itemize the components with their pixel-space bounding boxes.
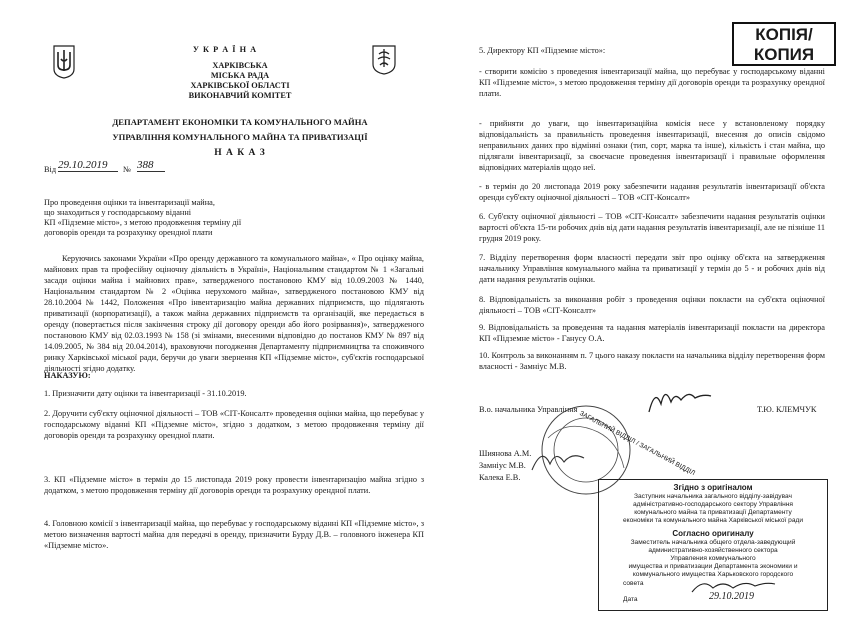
- org-line-3: ХАРКІВСЬКОЇ ОБЛАСТІ: [190, 81, 290, 90]
- certified-ru-line-2: административно-хозяйственного сектора: [648, 547, 778, 554]
- copy-stamp-text: КОПІЯ/ КОПИЯ: [753, 25, 815, 64]
- certified-copy-box: [598, 479, 828, 611]
- org-line-1: ХАРКІВСЬКА: [212, 61, 268, 70]
- certified-ru-line-4: имущества и приватизации Департамента экономики и: [628, 563, 798, 570]
- signatory-position: В.о. начальника Управління: [479, 405, 578, 414]
- item5-bullet-3: - в термін до 20 листопада 2019 року забезпечити надання результатів інвентаризації об'єкта оренди суб'єкту оціночної діяльності – ТОВ «СІТ-Консалт»: [479, 182, 825, 202]
- certified-date-label: Дата: [623, 596, 638, 603]
- subject-line-1: Про проведення оцінки та інвентаризації майна,: [44, 198, 215, 207]
- item5-bullet-1: - створити комісію з проведення інвентаризації майна, що перебуває у господарському віданні КП «Підземне місто», з метою продовження терміну дії договорів оренди та розрахунку орендної плати.: [479, 67, 825, 98]
- order-item-6: 6. Суб'єкту оціночної діяльності – ТОВ «СІТ-Консалт» забезпечити надання результатів оцінки вартості об'єкта 15-ти робочих днів від дати надання результатів інвентаризації, але не пізніше 11 грудня 2019 року.: [479, 212, 825, 243]
- date-prefix: Від: [44, 165, 57, 174]
- order-item-4: 4. Головною комісії з інвентаризації майна, що перебуває у господарському віданні КП «Підземне місто», з метою визначення вартості майна для передачі в оренду, призначити Бурду Д.В. – головного інженера КП «Підземне місто».: [44, 519, 424, 550]
- certified-title-ua: Згідно з оригіналом: [673, 483, 753, 492]
- org-line-4: ВИКОНАВЧИЙ КОМІТЕТ: [188, 91, 292, 100]
- order-number: 388: [137, 160, 165, 172]
- signature-icon: [645, 384, 715, 416]
- doc-type-title: Н А К А З: [214, 148, 266, 158]
- certified-title-ru: Согласно оригиналу: [672, 529, 754, 538]
- certified-ua-line-3: комунального майна та приватизації Департаменту: [634, 509, 792, 516]
- certified-date-value: 29.10.2019: [709, 591, 754, 602]
- kharkiv-crest-icon: [372, 45, 396, 75]
- subject-line-4: договорів оренди та розрахунку орендної плати: [44, 228, 213, 237]
- certifier-signature-icon: [689, 576, 779, 596]
- subject-line-2: що знаходиться у господарському віданні: [44, 208, 192, 217]
- round-stamp-text: ЗАГАЛЬНИЙ ВІДДІЛ / ЗАГАЛЬНИЙ ВІДДІЛ: [578, 410, 696, 478]
- item5-title: 5. Директору КП «Підземне місто»:: [479, 46, 606, 55]
- directorate-title: УПРАВЛІННЯ КОМУНАЛЬНОГО МАЙНА ТА ПРИВАТИЗАЦІЇ: [112, 132, 368, 142]
- certified-ua-line-4: економіки та комунального майна Харківської міської ради: [622, 517, 804, 524]
- copy-stamp: [732, 22, 836, 66]
- order-date: 29.10.2019: [58, 160, 118, 172]
- ukraine-trident-icon: [53, 45, 75, 79]
- signatory-name: Т.Ю. КЛЕМЧУК: [757, 405, 817, 414]
- approver-3: Калека Е.В.: [479, 473, 521, 482]
- department-title: ДЕПАРТАМЕНТ ЕКОНОМІКИ ТА КОМУНАЛЬНОГО МАЙНА: [112, 117, 368, 127]
- approver-1: Шиянова А.М.: [479, 449, 532, 458]
- order-heading: НАКАЗУЮ:: [44, 371, 91, 380]
- org-line-2: МІСЬКА РАДА: [210, 71, 270, 80]
- approver-signature-icon: [528, 440, 588, 480]
- item5-bullet-2: - прийняти до уваги, що інвентаризаційна комісія несе у встановленому порядку відповідальність за правильність проведення інвентаризації, внесення до описів свідомо неправильних даних про відмінні ознаки (тип, сорт, марка та інше), кількість і стан майна, що підлягали інвентаризації, за своєчасне проведення інвентаризації і правильне оформлення відповідних матеріалів щодо неї.: [479, 119, 825, 172]
- order-item-10: 10. Контроль за виконанням п. 7 цього наказу покласти на начальника відділу перетворення форм власності - Замніус М.В.: [479, 351, 825, 371]
- order-item-3: 3. КП «Підземне місто» в термін до 15 листопада 2019 року провести інвентаризацію майна згідно з додатком, з метою продовження терміну дії договорів оренди та розрахунку орендної плати.: [44, 475, 424, 495]
- certified-ru-line-3: Управления коммунального: [670, 555, 756, 562]
- certified-ru-line-1: Заместитель начальника общего отдела-заведующий: [630, 539, 796, 546]
- order-item-2: 2. Доручити суб'єкту оціночної діяльності – ТОВ «СІТ-Консалт» проведення оцінки майна, що перебуває у господарському віданні КП «Підземне місто», згідно з додатком, з метою продовження терміну дії договорів оренди та розрахунку орендної плати.: [44, 409, 424, 440]
- approver-2: Замніус М.В.: [479, 461, 526, 470]
- order-item-8: 8. Відповідальність за виконання робіт з проведення оцінки покласти на суб'єкта оціночної діяльності – ТОВ «СІТ-Консалт»: [479, 295, 825, 315]
- country-name: У К Р А Ї Н А: [192, 45, 258, 54]
- subject-line-3: КП «Підземне місто», з метою продовження терміну дії: [44, 218, 242, 227]
- order-item-7: 7. Відділу перетворення форм власності передати звіт про оцінку об'єкта на затвердження начальнику Управління комунального майна та приватизації у термін до 5 - и робочих днів від дати надання результатів оцінки.: [479, 253, 825, 284]
- preamble-text: Керуючись законами України «Про оренду державного та комунального майна», « Про оцінку майна, майнових прав та професійну оціночну діяльність в Україні», Національним стандартом № 1 «Загальні засади оцінки майна і майнових прав», затвердженого постановою КМУ від 10.09.2003 № 1440, Національним стандартом № 2 «Оцінка нерухомого майна», затвердженого постановою КМУ від 28.10.2004 № 1442, Положення «Про інвентаризацію майна державних підприємств, що підлягають приватизації (корпоратизації), а також майна державних підприємств та організацій, яке передається в оренду (повертається після закінчення строку дії договору оренди або його розірвання)», затвердженого постановою КМУ від 02.03.1993 № 158 (зі змінами, внесеними відповідно до постанов КМУ № 897 від 14.09.2005, № 384 від 20.04.2014), враховуючи погодження Департаменту підприємництва та споживчого ринку Харківської міської ради, беручи до уваги звернення КП «Підземне місто», суб'єктів господарської діяльності згідно додатку.: [44, 254, 424, 373]
- certified-ru-line-6: совета: [623, 580, 644, 587]
- certified-ua-line-2: адміністративно-господарського сектору Управління: [632, 501, 794, 508]
- certified-ru-line-5: коммунального имущества Харьковского городского: [632, 571, 794, 578]
- order-item-9: 9. Відповідальність за проведення та надання матеріалів інвентаризації покласти на директора КП «Підземне місто» - Ганусу О.А.: [479, 323, 825, 343]
- order-item-1: 1. Призначити дату оцінки та інвентаризації - 31.10.2019.: [44, 389, 247, 398]
- certified-ua-line-1: Заступник начальника загального відділу-завідувач: [634, 493, 792, 500]
- number-prefix: №: [123, 165, 131, 174]
